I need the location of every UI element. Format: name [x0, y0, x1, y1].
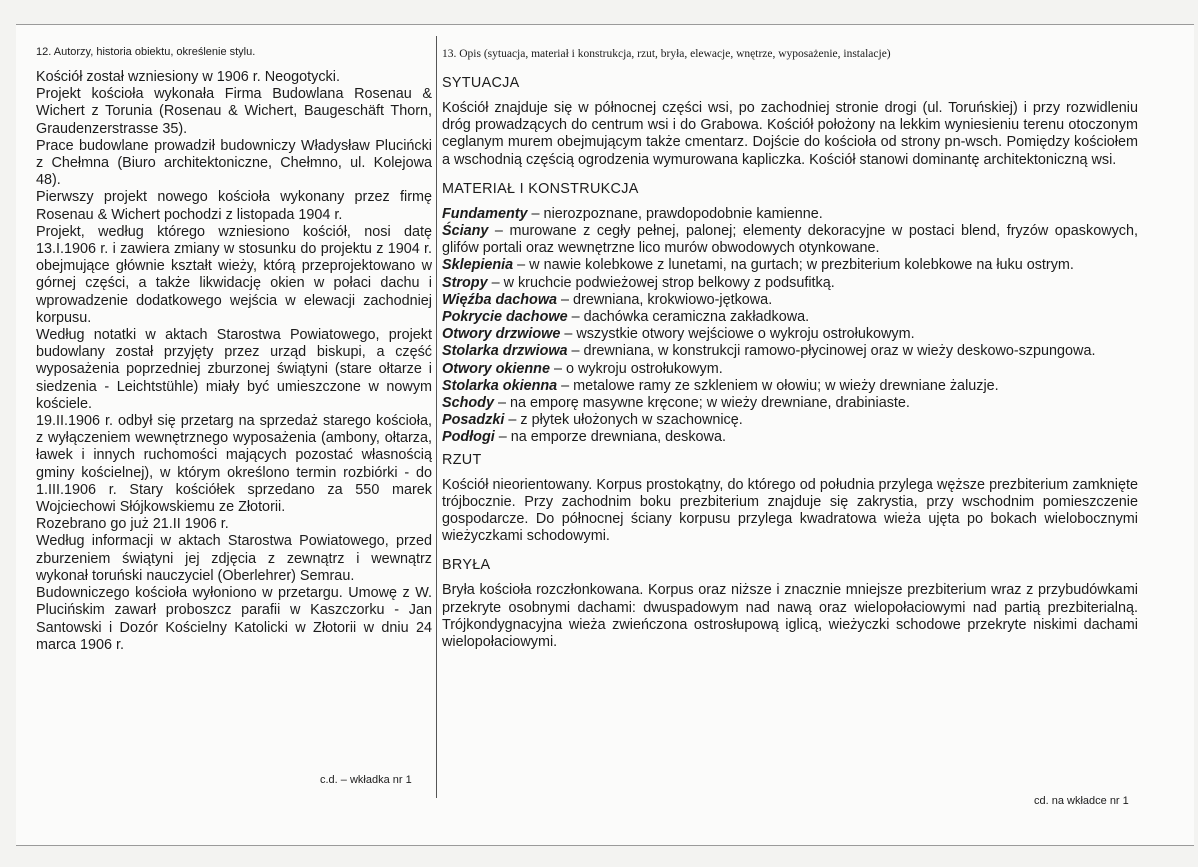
history-paragraph: Pierwszy projekt nowego kościoła wykonany przez firmę Rosenau & Wichert pochodzi z listopada 1904 r.	[36, 189, 432, 223]
material-item-text: – w nawie kolebkowe z lunetami, na gurtach; w prezbiterium kolebkowe na łuku ostrym.	[513, 257, 1074, 274]
material-item-text: – na emporze drewniana, deskowa.	[494, 429, 726, 446]
material-item	[442, 206, 1138, 223]
material-item	[442, 309, 1138, 326]
right-continuation-note: cd. na wkładce nr 1	[1034, 795, 1129, 807]
bryla-text: Bryła kościoła rozczłonkowana. Korpus oraz niższe i znacznie mniejsze prezbiterium wraz z przybudówkami przekryte osobnymi dachami: dwuspadowym nad nawą oraz wielopołaciowymi nad partią prezbiterialną. Trójkondygnacyjna wieża zwieńczona ostrosłupową iglicą, wieżyczki schodowe przekryte niskimi dachami wielopołaciowymi.	[442, 582, 1138, 651]
column-divider	[436, 36, 437, 798]
material-item-label: Fundamenty	[442, 205, 528, 222]
history-paragraph: Według notatki w aktach Starostwa Powiatowego, projekt budowlany został przyjęty przez urząd biskupi, a część wyposażenia poprzedniej zburzonej świątyni (stare ołtarze i siedzenia - Leichtstühle) miały być umieszczone w nowym kościele.	[36, 327, 432, 412]
material-item-text: – murowane z cegły pełnej, palonej; elementy dekoracyjne w postaci blend, fryzów opaskowych, glifów portali oraz wewnętrzne lico murów obwodowych otynkowane.	[442, 223, 1138, 257]
material-item-label: Posadzki	[442, 412, 505, 429]
history-paragraph: Budowniczego kościoła wyłoniono w przetargu. Umowę z W. Plucińskim zawarł proboszcz parafii w Kaszczorku - Jan Santowski i Dozór Kościelny Katolicki w Złotorii w dniu 24 marca 1906 r.	[36, 585, 432, 653]
material-item-label: Podłogi	[442, 429, 495, 446]
material-item	[442, 343, 1138, 360]
material-item-label: Stolarka drzwiowa	[442, 343, 568, 360]
material-item-label: Ściany	[442, 223, 489, 240]
history-paragraph: Prace budowlane prowadził budowniczy Władysław Plucińcki z Chełmna (Biuro architektoniczne, Chełmno, ul. Kolejowa 48).	[36, 137, 432, 189]
material-item-label: Schody	[442, 395, 494, 412]
material-item	[442, 275, 1138, 292]
material-item-label: Stropy	[442, 274, 488, 291]
material-item	[442, 378, 1138, 395]
material-item-text: – metalowe ramy ze szkleniem w ołowiu; w wieży drewniane żaluzje.	[557, 377, 999, 394]
right-column	[442, 47, 1138, 651]
material-item-text: – drewniana, w konstrukcji ramowo-płycinowej oraz w wieży deskowo-szpungowa.	[567, 343, 1096, 360]
material-item	[442, 223, 1138, 257]
bryla-heading: BRYŁA	[442, 557, 491, 574]
material-item	[442, 361, 1138, 378]
material-item-label: Stolarka okienna	[442, 377, 558, 394]
material-item-text: – nierozpoznane, prawdopodobnie kamienne.	[527, 205, 823, 222]
material-item	[442, 395, 1138, 412]
material-item-label: Sklepienia	[442, 257, 514, 274]
material-item-text: – wszystkie otwory wejściowe o wykroju ostrołukowym.	[560, 326, 915, 343]
rzut-text: Kościół nieorientowany. Korpus prostokątny, do którego od południa przylega węższe prezbiterium zamknięte trójbocznie. Przy zachodnim boku prezbiterium znajduje się zakrystia, przy wschodnim pomieszczenie gospodarcze. Do północnej ściany korpusu przylega kwadratowa wieża ujęta po bokach wielobocznymi wieżyczkami schodowymi.	[442, 476, 1138, 545]
material-item	[442, 326, 1138, 343]
material-item-text: – drewniana, krokwiowo-jętkowa.	[557, 291, 773, 308]
history-paragraph: Kościół został wzniesiony w 1906 r. Neogotycki.	[36, 69, 340, 85]
material-item-label: Więźba dachowa	[442, 291, 558, 308]
history-paragraph: Według informacji w aktach Starostwa Powiatowego, przed zburzeniem świątyni jej zdjęcia z zewnątrz i wewnątrz wykonał toruński nauczyciel (Oberlehrer) Semrau.	[36, 533, 432, 584]
material-item-text: – z płytek ułożonych w szachownicę.	[504, 412, 743, 429]
left-column	[36, 45, 432, 654]
material-item-text: – dachówka ceramiczna zakładkowa.	[567, 309, 810, 326]
rzut-heading: RZUT	[442, 451, 482, 468]
material-item-label: Otwory okienne	[442, 360, 550, 377]
material-item-text: – na emporę masywne kręcone; w wieży drewniane, drabiniaste.	[493, 395, 910, 412]
sytuacja-heading: SYTUACJA	[442, 75, 520, 91]
history-text	[36, 69, 432, 654]
material-heading: MATERIAŁ I KONSTRUKCJA	[442, 180, 639, 197]
material-item	[442, 257, 1138, 274]
left-section-header: 12. Autorzy, historia obiektu, określenie stylu.	[36, 46, 256, 58]
material-item	[442, 412, 1138, 429]
material-item-text: – w kruchcie podwieżowej strop belkowy z podsufitką.	[487, 274, 835, 291]
material-item	[442, 429, 1138, 446]
material-item-label: Pokrycie dachowe	[442, 309, 568, 326]
history-paragraph: 19.II.1906 r. odbył się przetarg na sprzedaż starego kościoła, z wyłączeniem wewnętrznego wyposażenia (ambony, ołtarza, ławek i innych ruchomości mających pozostać własnością gminy kościelnej), w którym określono termin rozbiórki - do 1.III.1906 r. Stary kościółek sprzedano za 550 marek Wojciechowi Słójkowskiemu ze Złotorii.	[36, 413, 432, 516]
material-list	[442, 206, 1138, 447]
history-paragraph: Rozebrano go już 21.II 1906 r.	[36, 516, 229, 533]
material-item-label: Otwory drzwiowe	[442, 326, 561, 343]
right-section-header: 13. Opis (sytuacja, materiał i konstrukcja, rzut, bryła, elewacje, wnętrze, wyposażenie, instalacje)	[442, 48, 891, 60]
history-paragraph: Projekt, według którego wzniesiono kościół, nosi datę 13.I.1906 r. i zawiera zmiany w stosunku do projektu z 1904 r. obejmujące głównie kształt wieży, którą przeprojektowano w górnej części, a także likwidację okien w połaci dachu i wprowadzenie dodatkowego wejścia w elewacji zachodniej korpusu.	[36, 223, 432, 326]
material-item-text: – o wykroju ostrołukowym.	[549, 360, 723, 377]
material-item	[442, 292, 1138, 309]
left-continuation-note: c.d. – wkładka nr 1	[320, 774, 412, 786]
history-paragraph: Projekt kościoła wykonała Firma Budowlana Rosenau & Wichert z Torunia (Rosenau & Wichert, Baugeschäft Thorn, Graudenzerstrasse 35).	[36, 86, 432, 137]
sytuacja-text: Kościół znajduje się w północnej części wsi, po zachodniej stronie drogi (ul. Toruńskiej) i przy rozwidleniu dróg prowadzących do centrum wsi i do Grabowa. Kościół położony na lekkim wyniesieniu terenu otoczonym ceglanym murem obejmującym także cmentarz. Dojście do kościoła od strony pn-wsch. Pomiędzy kościołem a wschodnią częścią ogrodzenia wymurowana kapliczka. Kościół stanowi dominantę architektoniczną wsi.	[442, 100, 1138, 168]
